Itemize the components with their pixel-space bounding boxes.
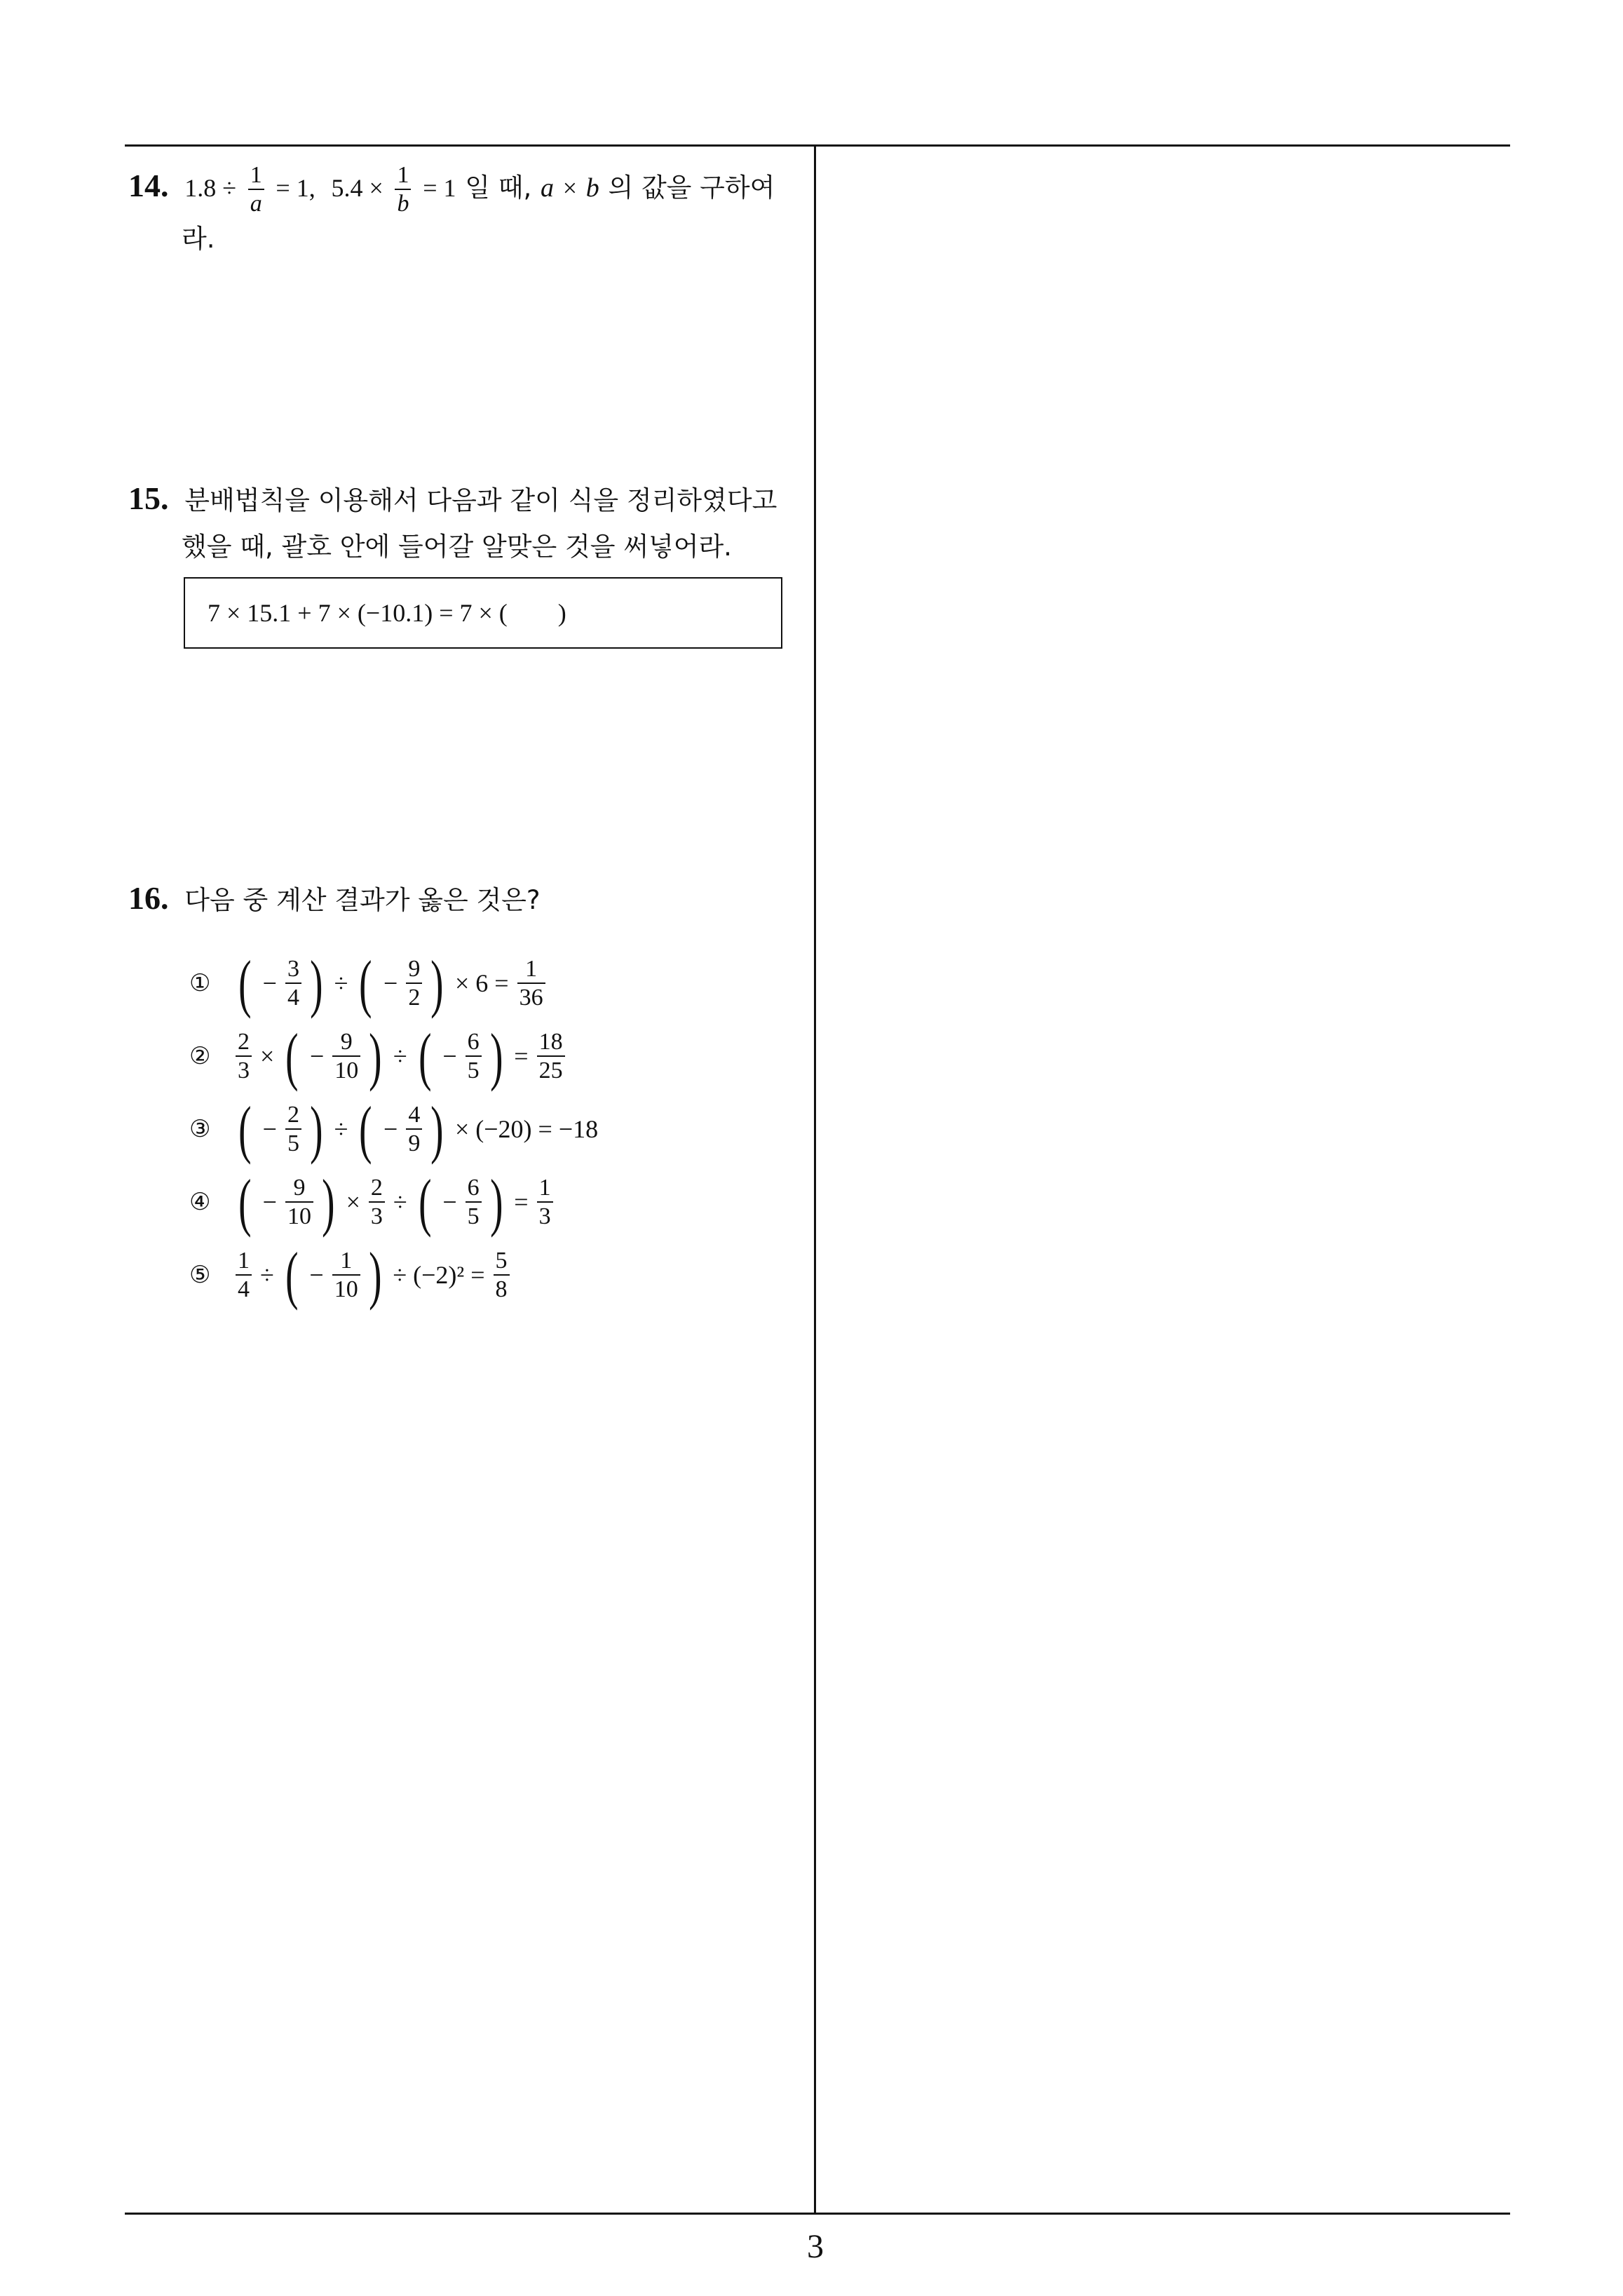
q14-fraction-2-denominator: b <box>397 190 409 217</box>
fraction-numerator: 6 <box>466 1029 482 1057</box>
left-paren: ( <box>418 1020 432 1092</box>
math-operator: − <box>442 1042 457 1070</box>
fraction-numerator: 6 <box>466 1175 482 1203</box>
fraction <box>285 957 301 1010</box>
q15-line2: 했을 때, 괄호 안에 들어갈 알맞은 것을 써넣어라. <box>182 532 732 562</box>
q14-text-when: 일 때, <box>465 173 532 203</box>
fraction-denominator: 4 <box>238 1276 250 1302</box>
left-paren: ( <box>238 947 252 1019</box>
q14-rhs2: = 1 <box>423 174 456 203</box>
left-paren: ( <box>359 947 372 1019</box>
q16-option-4 <box>189 1166 792 1238</box>
fraction-numerator: 9 <box>285 1175 313 1203</box>
question-16-number: 16. <box>128 880 169 916</box>
left-paren: ( <box>238 1093 252 1165</box>
fraction-numerator: 5 <box>494 1248 510 1276</box>
fraction-numerator: 1 <box>332 1248 360 1276</box>
math-operator: − <box>262 969 277 997</box>
fraction-numerator: 4 <box>406 1102 422 1130</box>
math-operator: ÷ <box>393 1042 407 1070</box>
fraction-numerator: 1 <box>236 1248 252 1276</box>
question-16 <box>128 875 801 924</box>
q16-option-mark: ⑤ <box>189 1261 211 1289</box>
math-operator: − <box>262 1115 277 1143</box>
fraction-denominator: 25 <box>538 1057 563 1083</box>
top-rule <box>125 144 1510 147</box>
fraction <box>236 1248 252 1302</box>
fraction-denominator: 8 <box>495 1276 508 1302</box>
left-paren: ( <box>285 1239 299 1311</box>
left-paren: ( <box>285 1020 299 1092</box>
q15-expression-box <box>184 577 782 649</box>
fraction-denominator: 3 <box>538 1203 551 1229</box>
fraction-numerator: 1 <box>517 957 545 984</box>
fraction-numerator: 2 <box>236 1029 252 1057</box>
math-operator: ÷ <box>334 1115 348 1143</box>
right-paren: ) <box>489 1166 503 1238</box>
math-operator: × 6 = <box>454 969 509 997</box>
fraction-denominator: 4 <box>287 984 299 1011</box>
left-paren: ( <box>238 1166 252 1238</box>
q14-var-b: b <box>585 173 599 203</box>
q14-times: × <box>562 174 577 203</box>
page-number: 3 <box>807 2228 824 2265</box>
question-15 <box>128 475 801 570</box>
q14-fraction-1-numerator: 1 <box>248 163 264 190</box>
math-operator: − <box>442 1188 457 1216</box>
right-paren: ) <box>430 1093 444 1165</box>
fraction <box>466 1175 482 1229</box>
fraction-denominator: 10 <box>334 1276 358 1302</box>
fraction <box>517 957 545 1010</box>
fraction <box>285 1102 301 1156</box>
q16-question-text: 다음 중 계산 결과가 옳은 것은? <box>184 885 541 915</box>
fraction-denominator: 10 <box>334 1057 359 1083</box>
fraction-numerator: 3 <box>285 957 301 984</box>
q16-option-2 <box>189 1020 792 1093</box>
q14-fraction-2 <box>395 163 411 216</box>
math-operator: − <box>383 1115 398 1143</box>
q14-text-rest: 의 값을 구하여 <box>608 173 775 203</box>
math-operator: = <box>514 1042 529 1070</box>
q16-option-mark: ① <box>189 969 211 997</box>
fraction <box>332 1029 360 1083</box>
q15-line1: 분배법칙을 이용해서 다음과 같이 식을 정리하였다고 <box>184 485 777 515</box>
fraction-numerator: 2 <box>369 1175 385 1203</box>
fraction-denominator: 10 <box>287 1203 311 1229</box>
q14-fraction-2-numerator: 1 <box>395 163 411 190</box>
q16-option-3 <box>189 1093 792 1166</box>
q16-option-mark: ② <box>189 1042 211 1070</box>
fraction-denominator: 5 <box>467 1057 480 1083</box>
q16-option-5 <box>189 1238 792 1311</box>
fraction <box>406 957 422 1010</box>
q14-lhs2: 5.4 × <box>331 174 383 203</box>
math-operator: = <box>514 1188 529 1216</box>
fraction <box>285 1175 313 1229</box>
left-paren: ( <box>418 1166 432 1238</box>
q16-options-list <box>189 947 792 1311</box>
math-operator: − <box>262 1188 277 1216</box>
question-14-number: 14. <box>128 168 169 204</box>
fraction-numerator: 1 <box>537 1175 553 1203</box>
fraction <box>406 1102 422 1156</box>
fraction-denominator: 5 <box>287 1130 299 1156</box>
q14-var-a: a <box>540 173 554 203</box>
right-paren: ) <box>310 1093 323 1165</box>
right-paren: ) <box>369 1020 382 1092</box>
fraction-numerator: 18 <box>537 1029 565 1057</box>
fraction <box>537 1175 553 1229</box>
fraction <box>236 1029 252 1083</box>
fraction <box>494 1248 510 1302</box>
fraction-denominator: 36 <box>519 984 543 1011</box>
right-paren: ) <box>368 1239 382 1311</box>
fraction-denominator: 3 <box>370 1203 383 1229</box>
right-paren: ) <box>310 947 323 1019</box>
q15-box-expression: 7 × 15.1 + 7 × (−10.1) = 7 × ( ) <box>208 599 566 627</box>
math-operator: × <box>346 1188 360 1216</box>
q14-text-continued: 라. <box>182 224 215 255</box>
q14-lhs1: 1.8 ÷ <box>184 174 236 203</box>
fraction-numerator: 9 <box>332 1029 360 1057</box>
math-operator: ÷ <box>260 1261 274 1289</box>
math-operator: ÷ <box>393 1188 407 1216</box>
q16-option-1 <box>189 947 792 1020</box>
fraction-denominator: 5 <box>467 1203 480 1229</box>
q14-fraction-1 <box>248 163 264 216</box>
math-operator: × (−20) = −18 <box>454 1115 599 1143</box>
fraction-numerator: 2 <box>285 1102 301 1130</box>
math-operator: − <box>309 1261 324 1289</box>
left-paren: ( <box>359 1093 372 1165</box>
fraction-numerator: 9 <box>406 957 422 984</box>
math-operator: − <box>383 969 398 997</box>
q14-fraction-1-denominator: a <box>250 190 262 217</box>
fraction-denominator: 9 <box>408 1130 421 1156</box>
math-operator: × <box>260 1042 275 1070</box>
right-paren: ) <box>489 1020 503 1092</box>
question-15-number: 15. <box>128 480 169 516</box>
right-paren: ) <box>322 1166 335 1238</box>
right-paren: ) <box>430 947 444 1019</box>
q14-rhs1: = 1, <box>276 174 315 203</box>
fraction <box>466 1029 482 1083</box>
question-14 <box>128 163 801 262</box>
q16-option-mark: ③ <box>189 1115 211 1143</box>
math-operator: ÷ (−2)² = <box>393 1261 485 1289</box>
fraction-denominator: 2 <box>408 984 421 1011</box>
question-14-line1 <box>128 163 801 216</box>
math-operator: ÷ <box>334 969 348 997</box>
fraction-denominator: 3 <box>238 1057 250 1083</box>
bottom-rule <box>125 2213 1510 2215</box>
math-operator: − <box>309 1042 325 1070</box>
column-divider <box>814 146 816 2213</box>
q16-option-mark: ④ <box>189 1188 211 1216</box>
fraction <box>369 1175 385 1229</box>
fraction <box>537 1029 565 1083</box>
fraction <box>332 1248 360 1302</box>
